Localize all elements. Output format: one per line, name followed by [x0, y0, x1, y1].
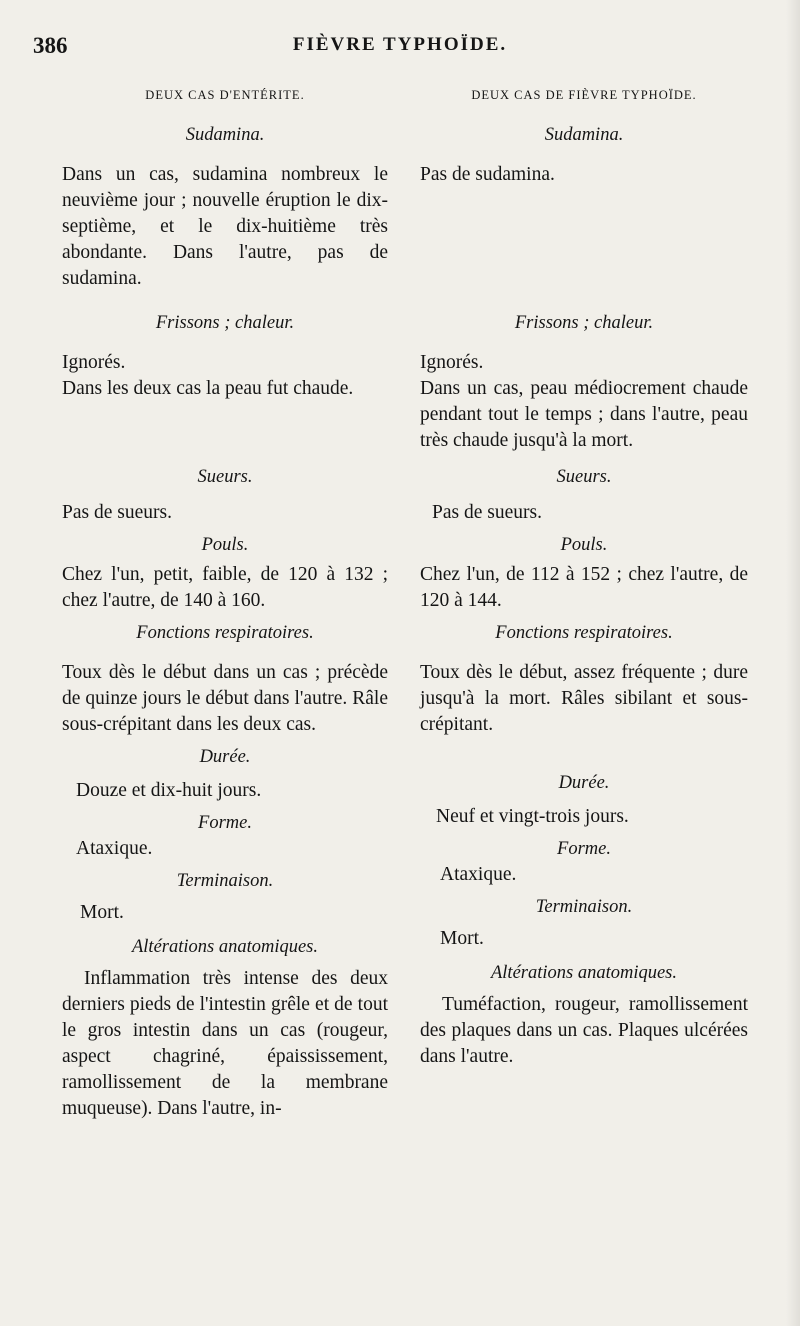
- section-text: Ignorés. Dans les deux cas la peau fut chaude.: [62, 352, 354, 399]
- section-text: Pas de sueurs.: [432, 502, 542, 523]
- section-text: Ataxique.: [440, 864, 517, 885]
- running-title: FIÈVRE TYPHOÏDE.: [292, 34, 508, 55]
- section-text: Tuméfaction, rougeur, ramollissement des plaques dans un cas. Plaques ulcérées dans l'autre.: [420, 994, 748, 1067]
- right-column-title: DEUX CAS DE FIÈVRE TYPHOÏDE.: [471, 88, 697, 102]
- section-text: Ignorés. Dans un cas, peau médiocrement chaude pendant tout le temps ; dans l'autre, peau très chaude jusqu'à la mort.: [420, 352, 748, 451]
- section-text: Douze et dix-huit jours.: [76, 780, 262, 801]
- section-heading: Sueurs.: [556, 467, 612, 487]
- page-edge-shadow: [786, 0, 800, 1326]
- left-section-forme: [62, 810, 388, 862]
- section-text: Chez l'un, de 112 à 152 ; chez l'autre, de 120 à 144.: [420, 564, 748, 611]
- section-heading: Frissons ; chaleur.: [514, 313, 654, 333]
- left-column-title: DEUX CAS D'ENTÉRITE.: [145, 88, 305, 102]
- section-text: Toux dès le début dans un cas ; précède de quinze jours le début dans l'autre. Râle sous-crépitant dans les deux cas.: [62, 662, 388, 735]
- right-section-terminaison: [420, 894, 748, 952]
- left-section-pouls: [62, 532, 388, 614]
- left-section-respiration: [62, 620, 388, 738]
- right-section-respiration: [420, 620, 748, 738]
- section-heading: Durée.: [199, 747, 251, 767]
- right-section-forme: [420, 836, 748, 888]
- section-heading: Altérations anatomiques.: [131, 937, 319, 957]
- section-heading: Terminaison.: [176, 871, 274, 891]
- section-text: Pas de sueurs.: [62, 502, 172, 523]
- section-heading: Altérations anatomiques.: [490, 963, 678, 983]
- left-section-terminaison: [62, 868, 388, 926]
- section-text: Dans un cas, sudamina nombreux le neuvième jour ; nouvelle éruption le dix-septième, et le dix-huitième très abondante. Dans l'autre, pas de sudamina.: [62, 164, 388, 289]
- left-section-sudamina: [62, 122, 388, 292]
- section-heading: Pouls.: [201, 535, 249, 555]
- right-section-frissons: [420, 310, 748, 454]
- section-heading: Forme.: [198, 813, 252, 833]
- left-section-duree: [62, 744, 388, 804]
- section-heading: Sudamina.: [185, 125, 265, 145]
- section-heading: Fonctions respiratoires.: [136, 623, 314, 643]
- section-text: Inflammation très intense des deux derniers pieds de l'intestin grêle et de tout le gros intestin dans un cas (rougeur, aspect chagriné, épaississement, ramollissement de la membrane muqueuse). Dans l'autre, in-: [62, 968, 388, 1119]
- section-heading: Fonctions respiratoires.: [495, 623, 673, 643]
- left-column: [62, 86, 388, 1132]
- section-text: Ataxique.: [76, 838, 153, 859]
- section-heading: Pouls.: [560, 535, 608, 555]
- section-text: Neuf et vingt-trois jours.: [436, 806, 629, 827]
- section-text: Mort.: [440, 928, 484, 949]
- right-section-alterations: [420, 960, 748, 1070]
- left-section-alterations: [62, 934, 388, 1122]
- left-section-frissons: [62, 310, 388, 402]
- right-column: [420, 86, 748, 1080]
- right-section-sueurs: [420, 464, 748, 526]
- page-number: 386: [33, 33, 68, 58]
- right-section-duree: [420, 770, 748, 830]
- section-text: Mort.: [80, 902, 124, 923]
- section-heading: Frissons ; chaleur.: [155, 313, 295, 333]
- section-heading: Sueurs.: [197, 467, 253, 487]
- section-text: Chez l'un, petit, faible, de 120 à 132 ; chez l'autre, de 140 à 160.: [62, 564, 388, 611]
- left-section-sueurs: [62, 464, 388, 526]
- section-text: Pas de sudamina.: [420, 164, 555, 185]
- right-section-pouls: [420, 532, 748, 614]
- section-heading: Terminaison.: [535, 897, 633, 917]
- section-text: Toux dès le début, assez fréquente ; dure jusqu'à la mort. Râles sibilant et sous-crépitant.: [420, 662, 748, 735]
- right-section-sudamina: [420, 122, 748, 188]
- section-heading: Durée.: [558, 773, 610, 793]
- section-heading: Sudamina.: [544, 125, 624, 145]
- section-heading: Forme.: [557, 839, 611, 859]
